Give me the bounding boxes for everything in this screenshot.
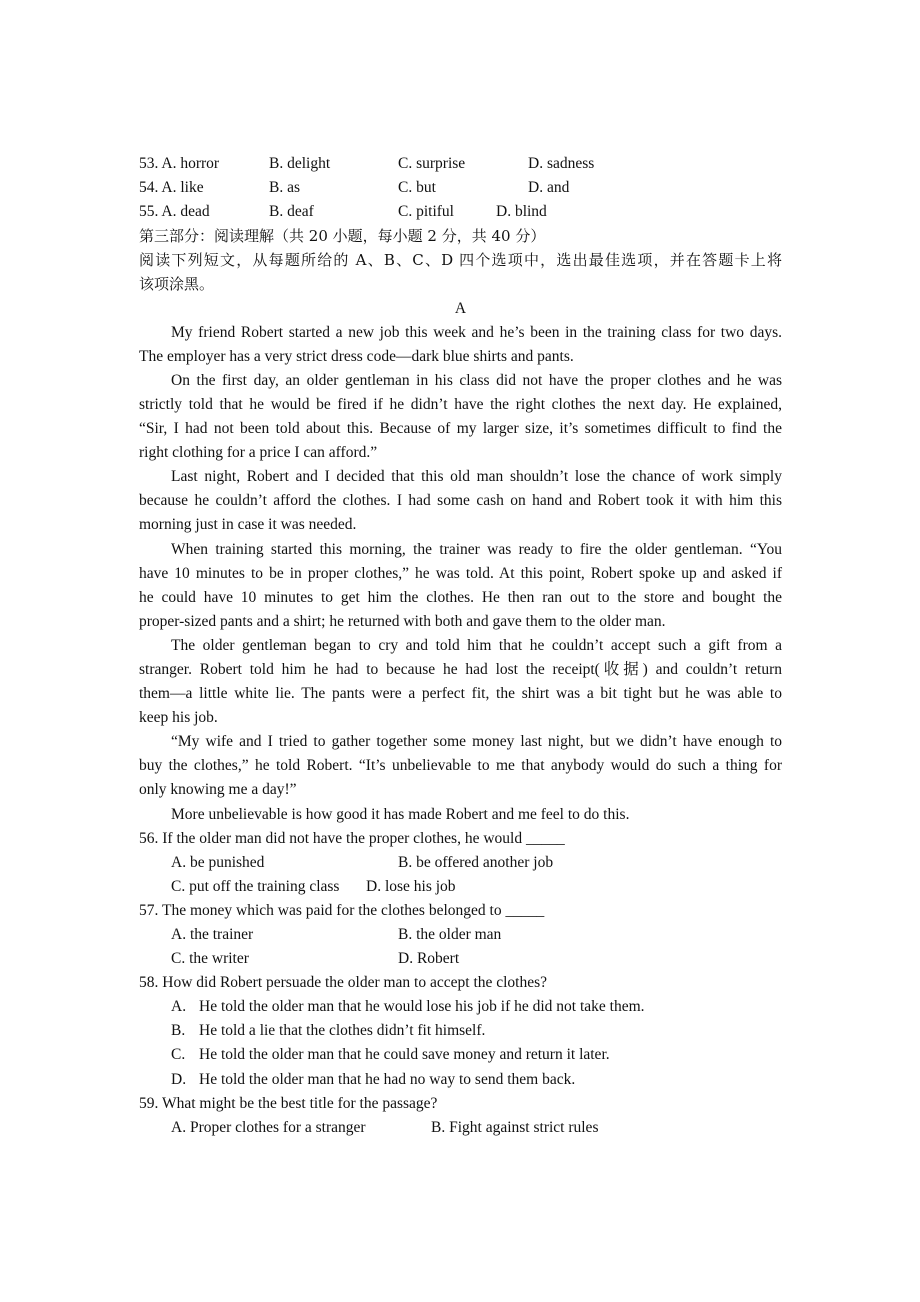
paragraph-line: stranger. Robert told him he had to because he had lost the receipt(收据) and couldn’t return <box>139 660 782 678</box>
paragraph-line: Last night, Robert and I decided that this old man shouldn’t lose the chance of work simply <box>171 468 782 486</box>
paragraph-line: morning just in case it was needed. <box>139 516 357 534</box>
option-b: B. as <box>269 179 300 197</box>
question-56-options-row-1 <box>139 851 782 875</box>
option-text: He told the older man that he could save money and return it later. <box>199 1046 610 1064</box>
option-letter: A. <box>171 998 187 1016</box>
instruction-line: 该项涂黑。 <box>139 275 215 294</box>
paragraph-1 <box>139 321 782 369</box>
option-d: D. blind <box>496 203 547 221</box>
paragraph-line: strictly told that he would be fired if he didn’t have the right clothes the next day. He explained, <box>139 395 782 413</box>
paragraph-3 <box>139 465 782 537</box>
paragraph-4 <box>139 538 782 634</box>
paragraph-line: “My wife and I tried to gather together some money last night, but we didn’t have enough to <box>171 733 782 751</box>
paragraph-line: My friend Robert started a new job this week and he’s been in the training class for two days. <box>171 323 782 341</box>
paragraph-line: keep his job. <box>139 709 218 727</box>
paragraph-line: have 10 minutes to be in proper clothes,” he was told. At this point, Robert spoke up and asked if <box>139 564 782 582</box>
question-57-options-row-1 <box>139 923 782 947</box>
option-letter: D. <box>171 1070 187 1088</box>
exam-page <box>139 152 782 1140</box>
option-d: D. lose his job <box>366 877 456 895</box>
question-56-stem: 56. If the older man did not have the proper clothes, he would _____ <box>139 829 565 847</box>
option-b: B. deaf <box>269 203 314 221</box>
option-a: 55. A. dead <box>139 203 210 221</box>
option-a: A. be punished <box>171 853 265 871</box>
paragraph-line: When training started this morning, the trainer was ready to fire the older gentleman. “You <box>171 540 782 558</box>
option-a: 53. A. horror <box>139 155 220 172</box>
paragraph-line: because he couldn’t afford the clothes. I had some cash on hand and Robert took it with him this <box>139 492 782 510</box>
question-58-option-b <box>139 1019 782 1043</box>
question-58-option-d <box>139 1068 782 1092</box>
paragraph-6 <box>139 730 782 802</box>
option-c: C. put off the training class <box>171 877 340 895</box>
option-c: C. pitiful <box>398 203 454 221</box>
option-d: D. and <box>528 179 570 197</box>
paragraph-line: The employer has a very strict dress code—dark blue shirts and pants. <box>139 347 574 365</box>
paragraph-line: On the first day, an older gentleman in his class did not have the proper clothes and he was <box>171 371 782 389</box>
passage-label: A <box>454 299 467 317</box>
question-59-stem: 59. What might be the best title for the passage? <box>139 1094 438 1112</box>
option-b: B. the older man <box>398 926 502 943</box>
option-a: 54. A. like <box>139 179 204 197</box>
option-a: A. the trainer <box>171 926 254 943</box>
option-text: He told the older man that he had no way to send them back. <box>199 1070 576 1088</box>
option-letter: B. <box>171 1022 186 1040</box>
paragraph-line: “Sir, I had not been told about this. Because of my larger size, it’s sometimes difficult to find the <box>139 420 782 438</box>
option-c: C. the writer <box>171 950 249 968</box>
paragraph-line: More unbelievable is how good it has made Robert and me feel to do this. <box>171 805 630 823</box>
cloze-option-row-55 <box>139 200 782 224</box>
paragraph-line: proper-sized pants and a shirt; he returned with both and gave them to the older man. <box>139 612 666 630</box>
question-58-stem: 58. How did Robert persuade the older man to accept the clothes? <box>139 974 548 992</box>
option-letter: C. <box>171 1046 186 1064</box>
paragraph-7 <box>139 803 782 827</box>
question-56-options-row-2 <box>139 875 782 899</box>
option-b: B. Fight against strict rules <box>431 1118 599 1136</box>
paragraph-line: buy the clothes,” he told Robert. “It’s unbelievable to me that anybody would do such a thing for <box>139 757 782 775</box>
option-text: He told the older man that he would lose his job if he did not take them. <box>199 998 645 1016</box>
paragraph-line: them—a little white lie. The pants were a perfect fit, the shirt was a bit tight but he was able to <box>139 685 782 703</box>
paragraph-5 <box>139 634 782 730</box>
paragraph-line: right clothing for a price I can afford.” <box>139 444 378 462</box>
option-d: D. Robert <box>398 950 460 968</box>
option-text: He told a lie that the clothes didn’t fit himself. <box>199 1022 486 1040</box>
section-header: 第三部分：阅读理解（共 20 小题，每小题 2 分，共 40 分） <box>139 227 546 246</box>
paragraph-line: he could have 10 minutes to get him the clothes. He then ran out to the store and bought the <box>139 588 782 606</box>
question-58-option-a <box>139 995 782 1019</box>
cloze-option-row-53 <box>139 152 782 176</box>
option-b: B. delight <box>269 155 331 172</box>
paragraph-line: only knowing me a day!” <box>139 781 297 799</box>
option-b: B. be offered another job <box>398 853 554 871</box>
instructions <box>139 248 782 296</box>
cloze-option-row-54 <box>139 176 782 200</box>
question-57-options-row-2 <box>139 947 782 971</box>
instruction-line: 阅读下列短文，从每题所给的 A、B、C、D 四个选项中，选出最佳选项，并在答题卡上将 <box>139 251 782 270</box>
option-d: D. sadness <box>528 155 595 172</box>
question-59-options-row-1 <box>139 1116 782 1140</box>
option-c: C. surprise <box>398 155 466 172</box>
paragraph-line: The older gentleman began to cry and told him that he couldn’t accept such a gift from a <box>171 636 782 654</box>
question-57-stem: 57. The money which was paid for the clothes belonged to _____ <box>139 901 545 919</box>
option-c: C. but <box>398 179 436 197</box>
paragraph-2 <box>139 369 782 465</box>
option-a: A. Proper clothes for a stranger <box>171 1118 366 1136</box>
question-58-option-c <box>139 1043 782 1067</box>
